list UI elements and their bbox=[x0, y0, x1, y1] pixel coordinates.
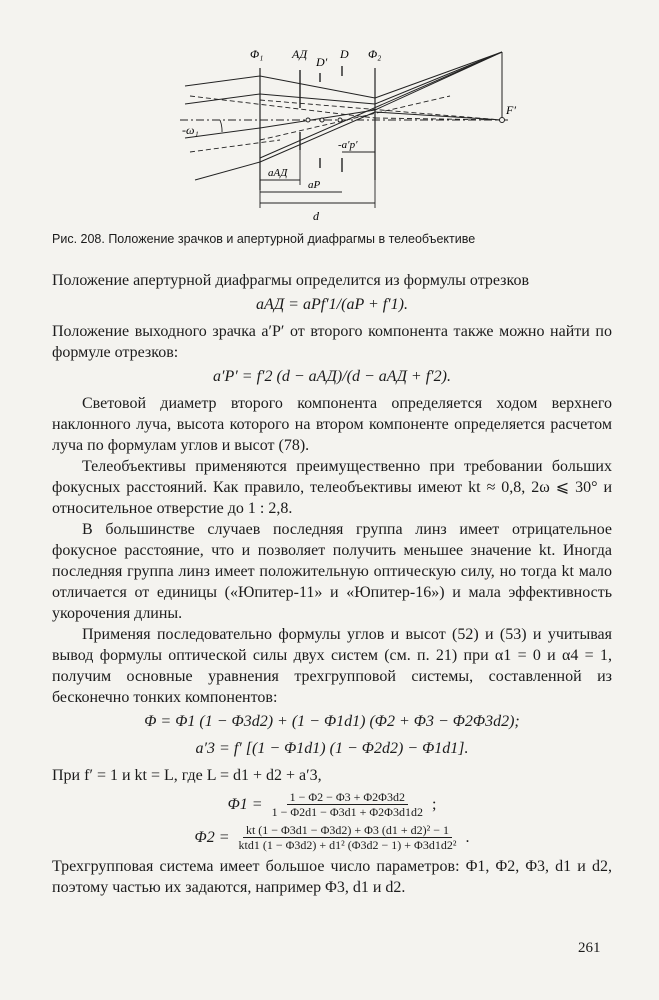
dashed-1 bbox=[260, 100, 502, 120]
optical-diagram bbox=[150, 40, 530, 230]
body-text bbox=[52, 270, 612, 898]
formula-6-numerator: kt (1 − Φ3d1 − Φ3d2) + Φ3 (d1 + d2)² − 1 bbox=[243, 823, 452, 838]
formula-5-numerator: 1 − Φ2 − Φ3 + Φ2Φ3d2 bbox=[287, 790, 408, 805]
focal-point bbox=[500, 118, 505, 123]
label-a-ad: aАД bbox=[268, 167, 288, 179]
paragraph-1: Положение апертурной диафрагмы определится из формулы отрезков bbox=[52, 272, 530, 289]
axis-point-1 bbox=[306, 118, 310, 122]
ray-in-2 bbox=[185, 94, 260, 104]
label-a-p-prime: -a′p′ bbox=[338, 139, 358, 151]
ray-mid-1 bbox=[260, 76, 375, 98]
paragraph-5: В большинстве случаев последняя группа линз имеет отрицательное фокусное расстояние, что и позволяет получить меньшее значение kt. Иногда последняя группа линз имеет положительную оптическую силу, но тогда kt мало отличается от единицы («Юпитер-11» и «Юпитер-16») и мала эффективность укорочения длины. bbox=[52, 521, 612, 622]
formula-6 bbox=[52, 823, 612, 852]
formula-3: Φ = Φ1 (1 − Φ3d2) + (1 − Φ1d1) (Φ2 + Φ3 − Φ2Φ3d2); bbox=[144, 713, 520, 730]
label-phi1: Φ₁ bbox=[250, 47, 264, 61]
angle-arc bbox=[220, 120, 222, 132]
formula-6-fraction bbox=[236, 823, 460, 852]
page-number: 261 bbox=[578, 940, 601, 956]
label-ad: АД bbox=[292, 47, 308, 61]
label-d-dim: d bbox=[313, 209, 319, 223]
paragraph-6: Применяя последовательно формулы углов и высот (52) и (53) и учитывая вывод формулы оптической силы двух систем (см. п. 21) при α1 = 0 и α4 = 1, получим основные уравнения трехгрупповой системы, составленной из бесконечно тонких компонентов: bbox=[52, 626, 612, 706]
paragraph-2: Положение выходного зрачка a′P′ от второго компонента также можно найти по формуле отрезков: bbox=[52, 323, 612, 361]
ray-in-1 bbox=[185, 76, 260, 86]
ray-out-1 bbox=[375, 52, 502, 98]
paragraph-4: Телеобъективы применяются преимущественно при требовании больших фокусных расстояний. Как правило, телеобъективы имеют kt ≈ 0,8, 2ω ⩽ 30° и относительное отверстие до 1 : 2,8. bbox=[52, 458, 612, 517]
label-a-p: aP bbox=[308, 179, 321, 191]
formula-5-lhs: Φ1 = bbox=[227, 796, 263, 813]
label-f-prime: F′ bbox=[506, 103, 516, 117]
figure-caption: Рис. 208. Положение зрачков и апертурной диафрагмы в телеобъективе bbox=[52, 232, 476, 246]
formula-2: a′P′ = f′2 (d − aАД)/(d − aАД + f′2). bbox=[213, 368, 451, 385]
ray-mid-2 bbox=[260, 94, 375, 104]
formula-6-denominator: ktd1 (1 − Φ3d2) + d1² (Φ3d2 − 1) + Φ3d1d2² bbox=[238, 838, 457, 852]
telephoto-diagram-svg bbox=[150, 40, 530, 230]
formula-6-lhs: Φ2 = bbox=[194, 829, 230, 846]
label-d-prime: D′ bbox=[316, 55, 328, 69]
paragraph-8: Трехгрупповая система имеет большое число параметров: Φ1, Φ2, Φ3, d1 и d2, поэтому частью их задаются, например Φ3, d1 и d2. bbox=[52, 858, 612, 896]
axis-point-2 bbox=[320, 118, 324, 122]
formula-5-denominator: 1 − Φ2d1 − Φ3d1 + Φ2Φ3d1d2 bbox=[271, 805, 423, 819]
formula-5-fraction bbox=[269, 790, 426, 819]
formula-6-end: . bbox=[465, 829, 470, 846]
formula-4: a′3 = f′ [(1 − Φ1d1) (1 − Φ2d2) − Φ1d1]. bbox=[195, 740, 469, 757]
ray-out-4 bbox=[375, 112, 502, 120]
label-omega: -ω₁ bbox=[182, 123, 199, 137]
label-d: D bbox=[340, 47, 349, 61]
ray-chief bbox=[260, 52, 502, 158]
dashed-5 bbox=[190, 140, 280, 152]
formula-1: aАД = aPf′1/(aP + f′1). bbox=[255, 296, 409, 313]
formula-5 bbox=[52, 790, 612, 819]
label-phi2: Φ₂ bbox=[368, 47, 382, 61]
ray-in-4 bbox=[195, 162, 260, 180]
formula-5-end: ; bbox=[431, 796, 437, 813]
paragraph-7: При f′ = 1 и kt = L, где L = d1 + d2 + a′3, bbox=[52, 767, 322, 784]
paragraph-3: Световой диаметр второго компонента определяется ходом верхнего наклонного луча, высота которого на втором компоненте определяется расчетом луча по формулам углов и высот (78). bbox=[52, 395, 612, 454]
axis-point-3 bbox=[338, 118, 342, 122]
